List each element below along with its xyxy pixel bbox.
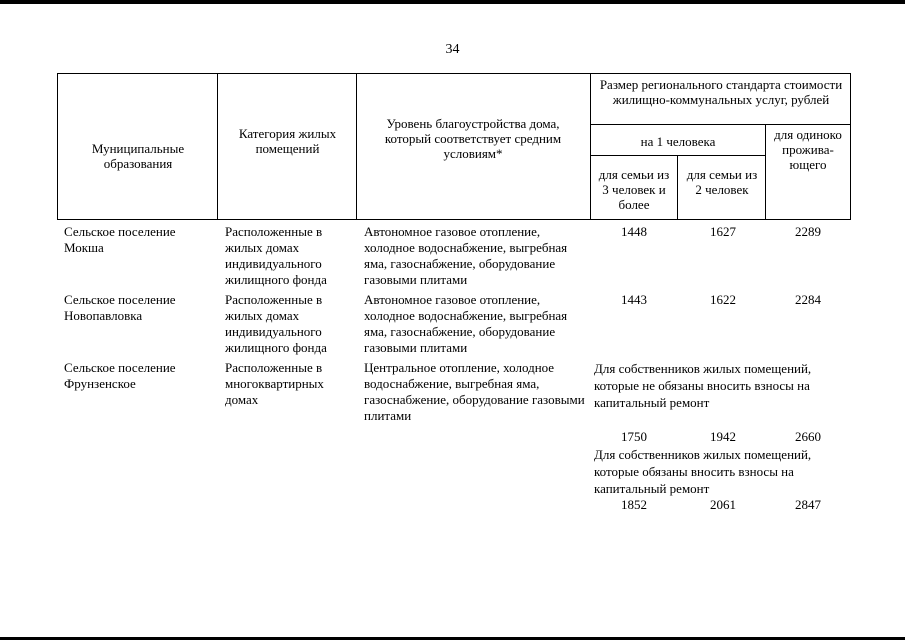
value-family-3: 1448 (621, 224, 647, 239)
header-bottom-line (57, 219, 851, 220)
value-single: 2289 (795, 224, 821, 239)
header-right-edge (850, 73, 851, 220)
row-municipality: Сельское поселение Фрунзенское (64, 360, 176, 391)
header-municipalities: Муниципальные образования (91, 141, 185, 171)
value-family-2: 2061 (710, 497, 736, 512)
header-col-divider (217, 73, 218, 220)
row-municipality: Сельское поселение Новопавловка (64, 292, 176, 323)
group-divider-line (590, 124, 851, 125)
value-single: 2847 (795, 497, 821, 512)
value-family-3: 1750 (621, 429, 647, 444)
header-family-3: для семьи из 3 человек и более (598, 167, 670, 212)
row-category: Расположенные в жилых домах индивидуального жилищного фонда (225, 224, 327, 287)
row-category: Расположенные в многоквартирных домах (225, 360, 324, 407)
row-level: Центральное отопление, холодное водоснабжение, выгребная яма, газоснабжение, оборудование газовыми плитами (364, 360, 585, 423)
header-per-person: на 1 человека (640, 134, 716, 149)
header-subcol-divider (765, 124, 766, 220)
value-family-2: 1627 (710, 224, 736, 239)
note-no-capital-repair: Для собственников жилых помещений, которые не обязаны вносить взносы на капитальный ремонт (594, 361, 812, 410)
row-municipality: Сельское поселение Мокша (64, 224, 176, 255)
header-standard-group: Размер регионального стандарта стоимости жилищно-коммунальных услуг, рублей (599, 77, 843, 107)
value-family-3: 1852 (621, 497, 647, 512)
header-category: Категория жилых помещений (238, 126, 337, 156)
value-single: 2284 (795, 292, 821, 307)
top-border (0, 0, 905, 4)
row-category: Расположенные в жилых домах индивидуального жилищного фонда (225, 292, 327, 355)
header-top-line (57, 73, 851, 74)
value-family-2: 1942 (710, 429, 736, 444)
page-number: 34 (445, 42, 460, 57)
header-col-divider (590, 73, 591, 220)
value-family-2: 1622 (710, 292, 736, 307)
value-single: 2660 (795, 429, 821, 444)
row-level: Автономное газовое отопление, холодное водоснабжение, выгребная яма, газоснабжение, оборудование газовыми плитами (364, 224, 568, 287)
value-family-3: 1443 (621, 292, 647, 307)
row-level: Автономное газовое отопление, холодное водоснабжение, выгребная яма, газоснабжение, оборудование газовыми плитами (364, 292, 568, 355)
header-single: для одиноко прожива-ющего (774, 127, 842, 172)
header-family-2: для семьи из 2 человек (686, 167, 758, 197)
header-level: Уровень благоустройства дома, который соответствует средним условиям* (384, 116, 562, 161)
header-left-edge (57, 73, 58, 220)
header-subcol-divider (677, 155, 678, 220)
note-with-capital-repair: Для собственников жилых помещений, которые обязаны вносить взносы на капитальный ремонт (594, 447, 812, 496)
header-col-divider (356, 73, 357, 220)
